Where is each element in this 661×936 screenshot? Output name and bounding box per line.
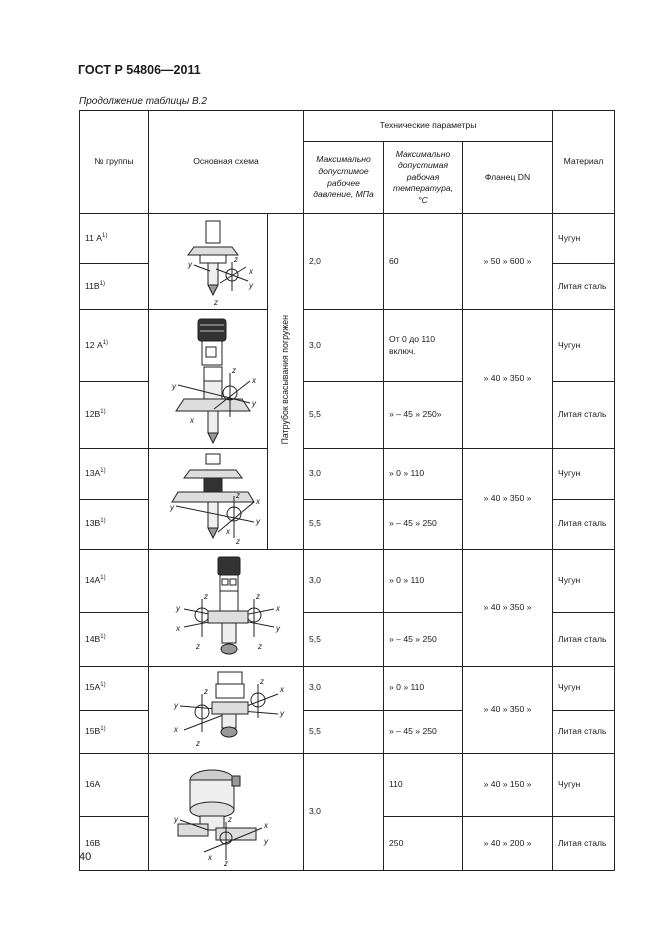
temperature-cell: 110 bbox=[384, 754, 463, 817]
page-number: 40 bbox=[79, 851, 92, 863]
material-cell: Чугун bbox=[553, 754, 615, 817]
svg-text:z: z bbox=[204, 592, 208, 601]
svg-text:z: z bbox=[224, 859, 228, 866]
document-title: ГОСТ Р 54806—2011 bbox=[78, 63, 201, 77]
header-pressure: Максимально допустимое рабочее давление, МПа bbox=[304, 142, 384, 214]
pump-diagram-15 bbox=[149, 667, 304, 754]
svg-text:y: y bbox=[249, 281, 253, 290]
pump-diagram-13 bbox=[149, 449, 268, 550]
header-scheme: Основная схема bbox=[149, 111, 304, 214]
temperature-cell: От 0 до 110 включ. bbox=[384, 310, 463, 382]
group-cell: 16А bbox=[80, 754, 149, 817]
svg-text:y: y bbox=[276, 624, 280, 633]
temperature-cell: » 0 » 110 bbox=[384, 449, 463, 500]
svg-text:z: z bbox=[258, 642, 262, 651]
pump-scheme-icon bbox=[154, 670, 309, 750]
flange-cell: » 40 » 350 » bbox=[463, 310, 553, 449]
table-row bbox=[80, 550, 615, 613]
group-cell: $12В^{1)}$ bbox=[80, 382, 149, 449]
material-cell: Литая сталь bbox=[553, 263, 615, 309]
group-cell: $15А^{1)}$ bbox=[80, 667, 149, 711]
svg-text:y: y bbox=[252, 399, 256, 408]
svg-text:z: z bbox=[232, 366, 236, 375]
pump-scheme-icon bbox=[154, 313, 273, 445]
pressure-cell: 5,5 bbox=[304, 499, 384, 550]
pressure-cell: 3,0 bbox=[304, 754, 384, 871]
pressure-cell: 3,0 bbox=[304, 550, 384, 613]
svg-text:z: z bbox=[196, 739, 200, 748]
group-cell: $11В^{1)}$ bbox=[80, 263, 149, 309]
pressure-cell: 5,5 bbox=[304, 382, 384, 449]
pressure-cell: 3,0 bbox=[304, 667, 384, 711]
material-cell: Литая сталь bbox=[553, 499, 615, 550]
table-caption: Продолжение таблицы В.2 bbox=[79, 96, 207, 107]
material-cell: Чугун bbox=[553, 214, 615, 264]
svg-text:x: x bbox=[190, 416, 194, 425]
pump-scheme-icon bbox=[154, 553, 309, 663]
svg-text:z: z bbox=[260, 677, 264, 686]
svg-text:z: z bbox=[204, 687, 208, 696]
svg-text:y: y bbox=[174, 815, 178, 824]
svg-text:z: z bbox=[196, 642, 200, 651]
temperature-cell: 250 bbox=[384, 817, 463, 871]
svg-text:y: y bbox=[176, 604, 180, 613]
temperature-cell: » 0 » 110 bbox=[384, 667, 463, 711]
group-cell: $13В^{1)}$ bbox=[80, 499, 149, 550]
svg-text:x: x bbox=[249, 267, 253, 276]
svg-text:y: y bbox=[172, 382, 176, 391]
pressure-cell: 5,5 bbox=[304, 710, 384, 754]
pressure-cell: 2,0 bbox=[304, 214, 384, 310]
temperature-cell: » – 45 » 250 bbox=[384, 710, 463, 754]
svg-text:z: z bbox=[234, 255, 238, 264]
svg-text:y: y bbox=[188, 260, 192, 269]
svg-text:z: z bbox=[228, 815, 232, 824]
material-cell: Чугун bbox=[553, 449, 615, 500]
header-temperature: Максимально допустимая рабочая температура, °С bbox=[384, 142, 463, 214]
flange-cell: » 40 » 350 » bbox=[463, 449, 553, 550]
flange-cell: » 50 » 600 » bbox=[463, 214, 553, 310]
material-cell: Литая сталь bbox=[553, 382, 615, 449]
material-cell: Литая сталь bbox=[553, 817, 615, 871]
header-tech-params: Технические параметры bbox=[304, 111, 553, 142]
suction-immersed-label: Патрубок всасывания погружен bbox=[279, 315, 290, 445]
pressure-cell: 3,0 bbox=[304, 310, 384, 382]
pump-scheme-icon bbox=[154, 758, 309, 866]
group-cell: $13А^{1)}$ bbox=[80, 449, 149, 500]
group-cell: 11 $А^{1)}$ bbox=[80, 214, 149, 264]
temperature-cell: » – 45 » 250 bbox=[384, 613, 463, 667]
pressure-cell: 3,0 bbox=[304, 449, 384, 500]
svg-text:y: y bbox=[256, 517, 260, 526]
svg-text:x: x bbox=[252, 376, 256, 385]
pump-scheme-icon bbox=[154, 452, 273, 546]
temperature-cell: » – 45 » 250 bbox=[384, 499, 463, 550]
header-material: Материал bbox=[553, 111, 615, 214]
pump-scheme-icon bbox=[154, 217, 273, 306]
svg-text:x: x bbox=[256, 497, 260, 506]
group-cell: $15В^{1)}$ bbox=[80, 710, 149, 754]
flange-cell: » 40 » 350 » bbox=[463, 550, 553, 667]
pump-diagram-16 bbox=[149, 754, 304, 871]
svg-text:z: z bbox=[214, 298, 218, 306]
group-cell: 12 $А^{1)}$ bbox=[80, 310, 149, 382]
svg-text:y: y bbox=[170, 503, 174, 512]
svg-text:x: x bbox=[280, 685, 284, 694]
group-cell: $14А^{1)}$ bbox=[80, 550, 149, 613]
svg-text:x: x bbox=[276, 604, 280, 613]
table-row bbox=[80, 667, 615, 711]
table-row bbox=[80, 754, 615, 817]
svg-text:z: z bbox=[236, 491, 240, 500]
pump-diagram-12 bbox=[149, 310, 268, 449]
header-flange: Фланец DN bbox=[463, 142, 553, 214]
svg-text:x: x bbox=[208, 853, 212, 862]
svg-text:z: z bbox=[236, 537, 240, 546]
spec-table bbox=[79, 110, 615, 871]
pressure-cell: 5,5 bbox=[304, 613, 384, 667]
group-cell: $14В^{1)}$ bbox=[80, 613, 149, 667]
material-cell: Литая сталь bbox=[553, 710, 615, 754]
svg-text:x: x bbox=[226, 527, 230, 536]
pump-diagram-11 bbox=[149, 214, 268, 310]
material-cell: Литая сталь bbox=[553, 613, 615, 667]
svg-text:y: y bbox=[264, 837, 268, 846]
table-row bbox=[80, 214, 615, 264]
flange-cell: » 40 » 350 » bbox=[463, 667, 553, 754]
table-row bbox=[80, 310, 615, 382]
pump-diagram-14 bbox=[149, 550, 304, 667]
svg-text:z: z bbox=[256, 592, 260, 601]
svg-text:y: y bbox=[280, 709, 284, 718]
table-row bbox=[80, 449, 615, 500]
svg-text:y: y bbox=[174, 701, 178, 710]
material-cell: Чугун bbox=[553, 550, 615, 613]
flange-cell: » 40 » 200 » bbox=[463, 817, 553, 871]
svg-text:x: x bbox=[264, 821, 268, 830]
temperature-cell: » – 45 » 250» bbox=[384, 382, 463, 449]
header-group: № группы bbox=[80, 111, 149, 214]
svg-text:x: x bbox=[174, 725, 178, 734]
svg-text:x: x bbox=[176, 624, 180, 633]
temperature-cell: » 0 » 110 bbox=[384, 550, 463, 613]
material-cell: Чугун bbox=[553, 310, 615, 382]
group-cell: 16В bbox=[80, 817, 149, 871]
flange-cell: » 40 » 150 » bbox=[463, 754, 553, 817]
material-cell: Чугун bbox=[553, 667, 615, 711]
temperature-cell: 60 bbox=[384, 214, 463, 310]
